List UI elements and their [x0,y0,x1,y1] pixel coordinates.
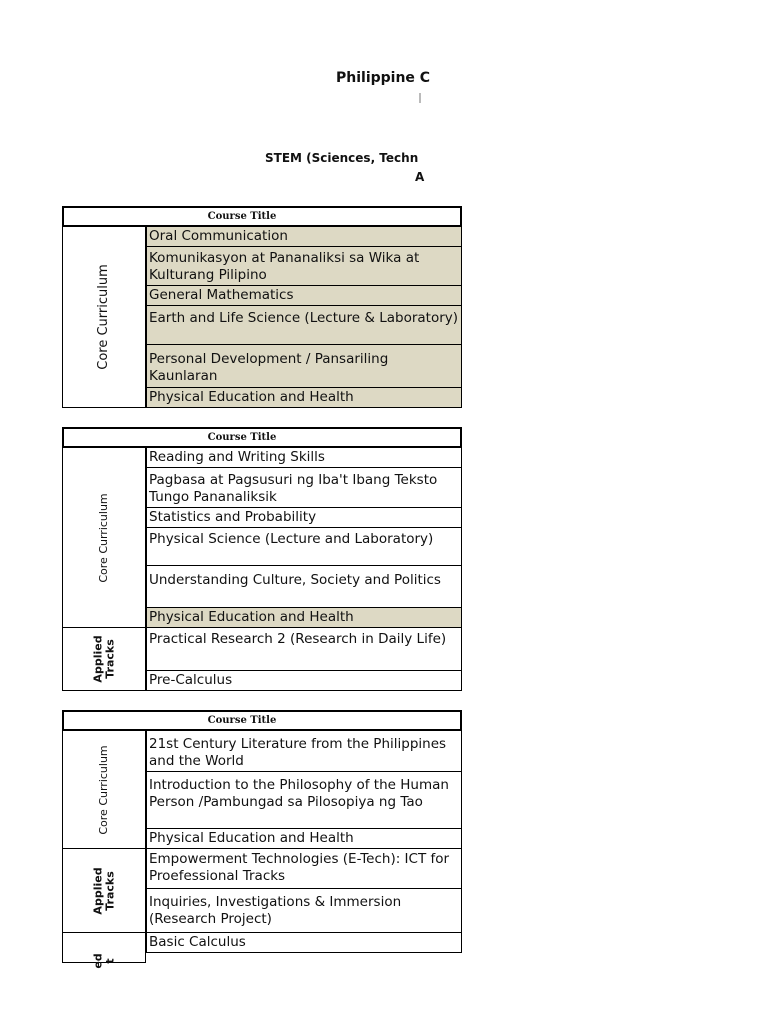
course-cell: Inquiries, Investigations & Immersion (Research Project) [146,889,462,933]
group-core-curriculum [62,227,146,408]
group-applied-tracks [62,628,146,691]
course-cell: Personal Development / Pansariling Kaunlaran [146,345,462,388]
group-label: Applied Tracks [91,866,116,915]
course-cell: Pagbasa at Pagsusuri ng Iba't Ibang Teksto Tungo Pananaliksik [146,468,462,508]
course-cell: Introduction to the Philosophy of the Human Person /Pambungad sa Pilosopiya ng Tao [146,772,462,829]
course-cell: Understanding Culture, Society and Politics [146,566,462,608]
group-label: Core Curriculum [97,744,111,835]
course-cell: 21st Century Literature from the Philippines and the World [146,731,462,772]
course-cell: Basic Calculus [146,933,462,953]
group-applied-tracks [62,849,146,933]
course-cell: Reading and Writing Skills [146,448,462,468]
course-cell: Komunikasyon at Pananaliksi sa Wika at Kulturang Pilipino [146,247,462,286]
course-cell: Empowerment Technologies (E-Tech): ICT for Proefessional Tracks [146,849,462,889]
group-label: Applied Tracks [91,635,116,683]
table-header: Course Title [62,427,462,448]
strand-title: STEM (Sciences, Techn [265,151,419,165]
group-label: ed t [91,952,116,969]
group-core-curriculum [62,448,146,628]
course-cell: Physical Science (Lecture and Laboratory) [146,528,462,566]
strand-subtitle: A [415,170,425,184]
course-cell: Physical Education and Health [146,388,462,408]
course-cell: Practical Research 2 (Research in Daily Life) [146,628,462,671]
course-cell: General Mathematics [146,286,462,306]
course-cell: Physical Education and Health [146,608,462,628]
course-cell: Pre-Calculus [146,671,462,691]
group-label: Core Curriculum [96,264,112,370]
document-title: Philippine C [336,70,431,86]
table-header: Course Title [62,206,462,227]
course-cell: Earth and Life Science (Lecture & Laboratory) [146,306,462,345]
table-header: Course Title [62,710,462,731]
course-cell: Statistics and Probability [146,508,462,528]
course-cell: Oral Communication [146,227,462,247]
group-specialized [62,933,146,969]
course-cell: Physical Education and Health [146,829,462,849]
title-fragment-mark [419,93,421,103]
group-core-curriculum [62,731,146,849]
group-label: Core Curriculum [97,492,111,583]
